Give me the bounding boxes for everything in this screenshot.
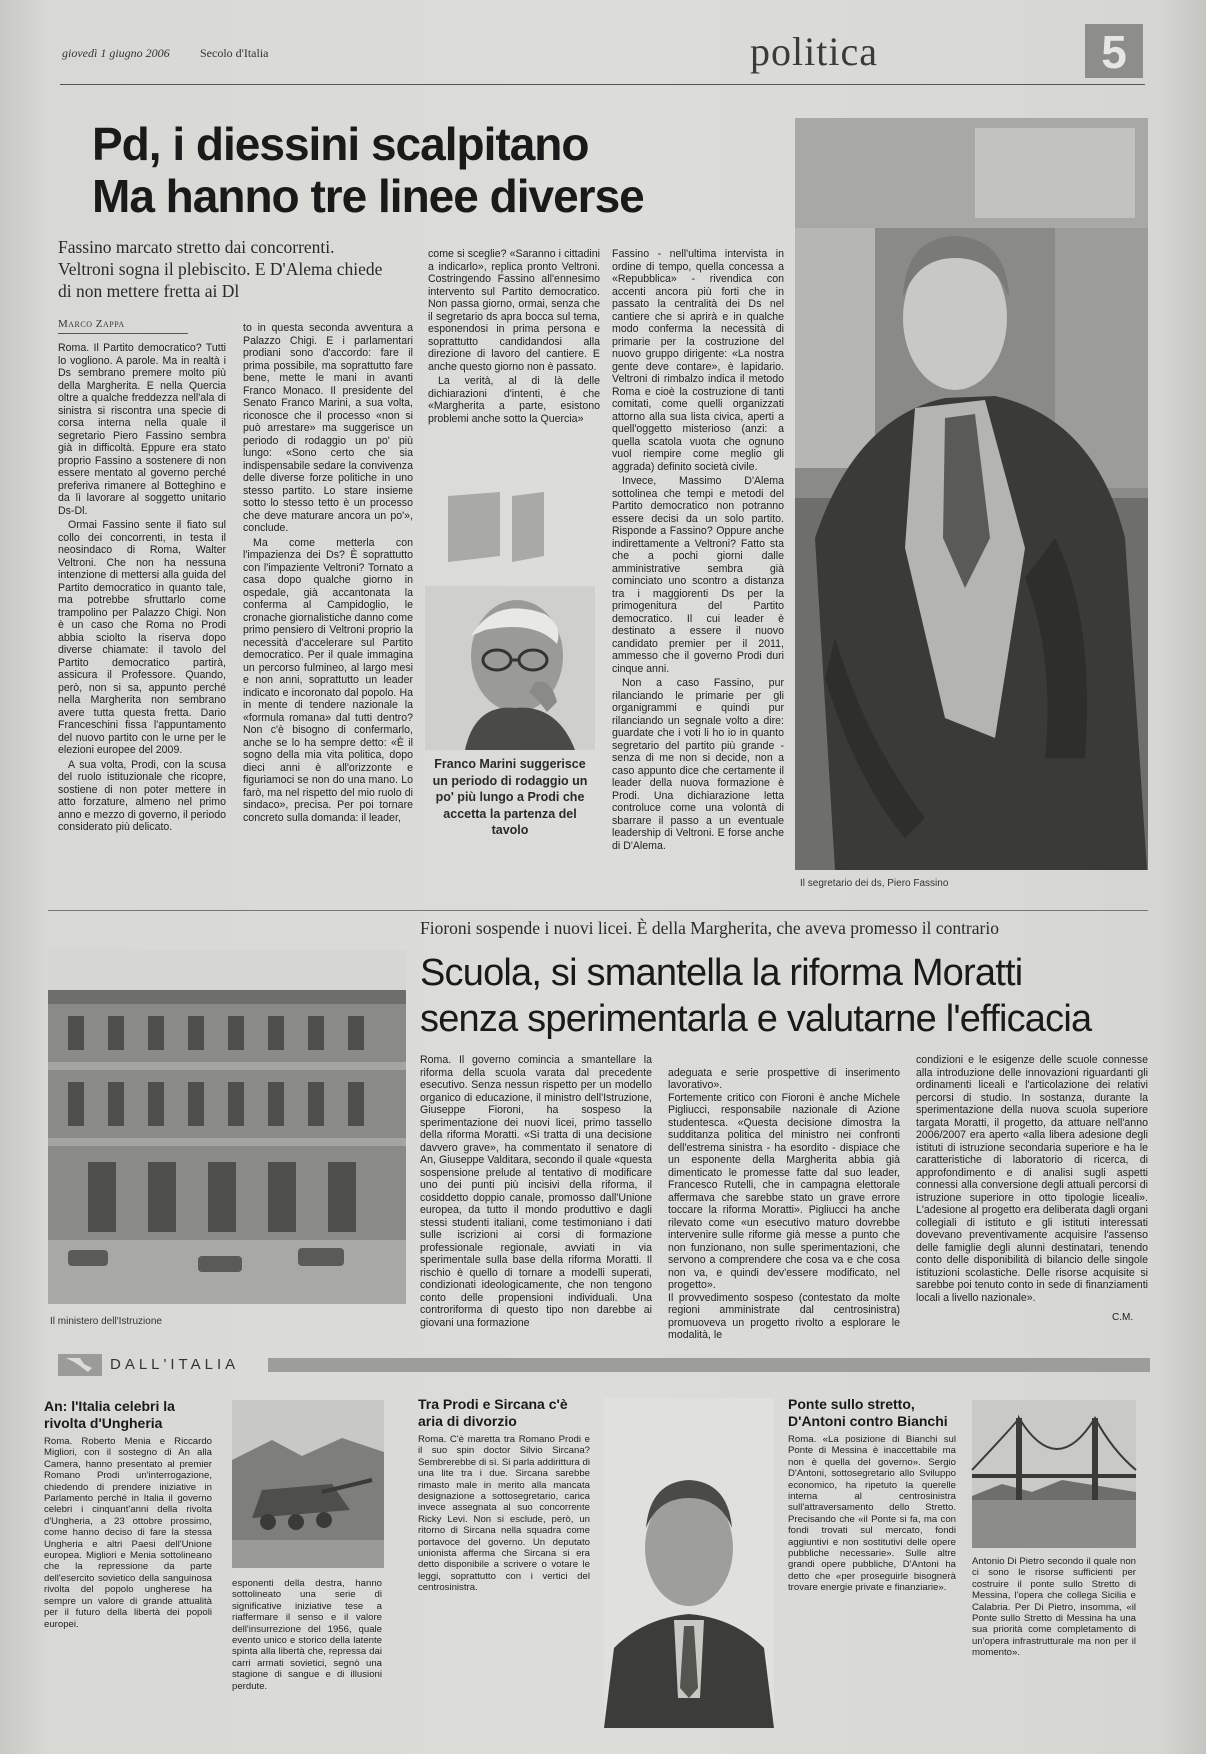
paragraph: condizioni e le esigenze delle scuole connesse alla introduzione delle innovazioni riguardanti gli ordinamenti liceali e l'articolazione dei relativi percorsi di studio. In sostanza, durante la sperimentazione della nuova scuola superiore targata Moratti, il progetto, da attuare nell'anno 2006/2007 era aperto «alla libera adesione degli istituti di istruzione secondaria superiore e ha le caratteristiche di laboratorio di ricerca, di approfondimento e di analisi sugli aspetti connessi alla conversione degli attuali percorsi di istruzione superiore in otto tipologie liceali». L'adesione al progetto era deliberata dagli organi collegiali di istituto e gli istituti interessati dovevano preventivamente acquisire l'assenso delle famiglie degli alunni destinatari, tenendo conto delle disponibilità di bilancio delle singole istituzioni scolastiche. Delle risorse acquisite si sarebbe poi tenuto conto in sede di finanziamenti locali a livello nazionale». bbox=[916, 1054, 1148, 1304]
section-bar-label: DALL'ITALIA bbox=[110, 1356, 240, 1373]
fassino-caption: Il segretario dei ds, Piero Fassino bbox=[800, 878, 949, 889]
paragraph: to in questa seconda avventura a Palazzo Chigi. E i parlamentari prodiani sono d'accordo: fare il prima possibile, ma soprattutto fare bene, mette le mani in avanti Franco Monaco. Il presidente del Senato Franco Marini, a sua volta, riconosce che il processo «non si può arrestare» ma suggerisce un periodo di rodaggio un po' più lungo: «Sono certo che sia indispensabile sedare la convivenza delle diverse forze politiche in uno stesso partito. Lo stare insieme sotto lo stesso tetto è un processo che deve maturare ancora un po'», conclude. bbox=[243, 322, 413, 534]
headline-line-2: Ma hanno tre linee diverse bbox=[92, 170, 644, 222]
brief-1-text-continued bbox=[232, 1578, 382, 1728]
paragraph: Invece, Massimo D'Alema sottolinea che tempi e metodi del Partito democratico non potranno essere decisi da un solo partito. Risponde a Fassino? Oppure anche indirettamente a Veltroni? Fatto sta che a pochi giorni dalle amministrative sembra già cominciato uno scontro a distanza tra i maggiorenti Ds per la primogenitura del Partito democratico. Il cui leader è destinato a essere il nuovo candidato premier per il 2011, ammesso che il governo Prodi duri cinque anni. bbox=[612, 475, 784, 675]
article-2-column-2 bbox=[668, 1054, 900, 1341]
hungary-photo bbox=[232, 1400, 384, 1568]
marini-photo bbox=[425, 586, 595, 750]
headline-line-2: senza sperimentarla e valutarne l'efficacia bbox=[420, 998, 1092, 1040]
headline-line-1: Scuola, si smantella la riforma Moratti bbox=[420, 952, 1023, 994]
article-1-column-4 bbox=[612, 248, 784, 890]
brief-2-headline: Tra Prodi e Sircana c'è aria di divorzio bbox=[418, 1396, 568, 1429]
byline-rule bbox=[58, 333, 188, 334]
paragraph: esponenti della destra, hanno sottolineato una serie di significative iniziative tese a riaffermare il senso e il valore dell'insurrezione del 1956, quale evento unico e storico della latente spinta alla libertà che, repressa dai carri armati sovietici, segnò una stagione di sangue e di illusioni perdute. bbox=[232, 1578, 382, 1692]
article-1-subhead: Fassino marcato stretto dai concorrenti. Veltroni sogna il plebiscito. E D'Alema chiede di non mettere fretta ai Dl bbox=[58, 237, 383, 301]
section-bar bbox=[58, 1354, 1150, 1376]
brief-3-text bbox=[788, 1434, 956, 1730]
paragraph: Ma come metterla con l'impazienza dei Ds? È soprattutto con l'impaziente Veltroni? Tornato a casa dopo qualche giorno in ospedale, già accantonata la conferma al Campidoglio, le cronache giornalistiche danno come primo pensiero di Veltroni proprio la necessità d'accelerare sul Partito democratico. Per il quale immagina un percorso fulmineo, al largo mesi e non anni, soprattutto un leader indicato e incoronato dal popolo. Ha in mente di tendere nazionale la «formula romana» dal tutti dentro? Non c'è bisogno di confermarlo, anche se lo ha sempre detto: «È il sogno della mia vita politica, dopo dieci anni è all'orizzonte e figuriamoci se non do una mano. Lo farò, ma nel rispetto del mio ruolo di sindaco», precisa. Per poi tornare concreto sulla domanda: il leader, bbox=[243, 536, 413, 824]
issue-date: giovedì 1 giugno 2006 bbox=[62, 46, 170, 60]
paragraph: Antonio Di Pietro secondo il quale non ci sono le risorse sufficienti per costruire il ponte sullo Stretto di Messina, l'opera che collega Sicilia e Calabria. Per Di Pietro, insomma, «il Ponte sullo Stretto di Messina ha una sua priorità come completamento di un'opera infrastrutturale ma non per il momento». bbox=[972, 1556, 1136, 1659]
header-rule bbox=[60, 84, 1145, 85]
paragraph: A sua volta, Prodi, con la scusa del ruolo istituzionale che ricopre, sostiene di non poter mettere in atto forzature, almeno nel primo anno e mezzo di governo, il periodo considerato più delicato. bbox=[58, 758, 226, 833]
italy-map-icon bbox=[58, 1354, 102, 1376]
brief-1-headline: An: l'Italia celebri la rivolta d'Ungheria bbox=[44, 1398, 175, 1431]
paragraph: La verità, al di là delle dichiarazioni d'intenti, è che «Margherita a parte, esistono problemi anche sotto la Quercia» bbox=[428, 375, 600, 425]
fassino-photo bbox=[795, 118, 1148, 870]
article-2-rule bbox=[48, 910, 1148, 911]
brief-1-text bbox=[44, 1436, 212, 1728]
article-1-headline bbox=[92, 118, 812, 222]
article-2-headline bbox=[420, 950, 1160, 1042]
paragraph: come si sceglie? «Saranno i cittadini a indicarlo», replica pronto Veltroni. Costringendo Fassino all'ennesimo intervento sul Partito democratico. Non passa giorno, ormai, senza che il segretario ds apra bocca sul tema, esponendosi in prima persona e soprattutto candidandosi alla direzione di lavoro del cantiere. E anche questo giorno non è passato. bbox=[428, 248, 600, 373]
headline-line-1: Pd, i diessini scalpitano bbox=[92, 118, 589, 170]
paragraph: Roma. Il Partito democratico? Tutti lo vogliono. A parole. Ma in realtà i Ds sembrano premere molto più della Margherita. E nella Quercia oltre a qualche freddezza nell'ala di sinistra si riscontra una specie di corsa interna nella quale il segretario Piero Fassino sembra già in difficoltà. Eppure era stato proprio Fassino a sostenere di non essere mentato al governo perché preferiva rimanere al Botteghino e da lì lavorare al soggetto unitario Ds-Dl. bbox=[58, 342, 226, 517]
page-header bbox=[40, 26, 1160, 86]
article-2-kicker: Fioroni sospende i nuovi licei. È della Margherita, che aveva promesso il contrario bbox=[420, 918, 999, 938]
brief-3-text-continued bbox=[972, 1556, 1136, 1730]
page-number-box bbox=[1085, 24, 1143, 78]
brief-2-text bbox=[418, 1434, 590, 1730]
page-number: 5 bbox=[1101, 26, 1127, 78]
section-bar-band bbox=[268, 1358, 1150, 1372]
pullquote: Franco Marini suggerisce un periodo di rodaggio un po' più lungo a Prodi che accetta la partenza del tavolo bbox=[432, 757, 588, 837]
quote-marks-icon bbox=[446, 490, 546, 572]
section-name: politica bbox=[750, 29, 878, 74]
paragraph: Roma. C'è maretta tra Romano Prodi e il suo spin doctor Silvio Sircana? Sembrerebbe di sì. Si parla addirittura di una lite tra i due. Sircana sarebbe rimasto male in merito alla mancata designazione a sottosegretario, carica invece assegnata al suo concorrente Ricky Levi. Non si esclude, però, un ritorno di Sircana nella squadra come portavoce del governo. Un deputato unionista afferma che Sircana si era detto disponibile a scrivere o votare le leggi, soprattutto con i vertici del centrosinistra. bbox=[418, 1434, 590, 1594]
sircana-photo bbox=[604, 1398, 774, 1728]
article-2-signature: C.M. bbox=[1112, 1312, 1134, 1323]
paragraph: Fassino - nell'ultima intervista in ordine di tempo, quella concessa a «Repubblica» - rivendica con accenti ancora più forti che in passato la centralità dei Ds nel cantiere che si aprirà e in qualche modo conferma la necessità di primarie per la costruzione del nuovo gruppo dirigente: «La nostra gente deve contare», è lapidario. Veltroni di rimbalzo indica il metodo Roma e cioè la costruzione di tanti comitati, come quelli organizzati attorno alla sua lista civica, aperti a quell'oggetto misterioso (anzi: a quella scatola vuota che ognuno vuol riempire come meglio gli aggrada) definito società civile. bbox=[612, 248, 784, 473]
article-2-column-3 bbox=[916, 1054, 1148, 1312]
article-1-column-2 bbox=[243, 322, 413, 890]
ministry-photo bbox=[48, 950, 406, 1304]
paragraph: Non a caso Fassino, pur rilanciando le primarie per gli organigrammi e quindi pur rilanciando un segnale volto a dire: guardate che i voti li ho io in quanto segretario del partito più grande - senza di me non si decide, non a caso appunto dice che certamente il leader della nuova formazione è Prodi. Una dichiarazione letta controluce come una volontà di sbarrare il passo a un eventuale leadership di Veltroni. E forse anche di D'Alema. bbox=[612, 677, 784, 852]
ministry-caption: Il ministero dell'Istruzione bbox=[50, 1316, 162, 1327]
article-1-column-1 bbox=[58, 342, 226, 890]
paragraph: adeguata e serie prospettive di inserimento lavorativo». Fortemente critico con Fioroni è anche Michele Pigliucci, responsabile nazionale di Azione studentesca. «Questa decisione dimostra la sudditanza politica del ministro nei confronti dell'estrema sinistra - ha esordito - dispiace che un esponente della Margherita abbia già dimenticato le promesse fatte dal suo leader, Francesco Rutelli, che in campagna elettorale affermava che sarebbe stato un grave errore toccare la riforma Moratti». Pigliucci ha anche rilevato come «un esecutivo maturo dovrebbe intervenire sulle riforme già messe a punto che non funzionano, non sulle sperimentazioni, che servono a comprendere che cosa va e che cosa non va, e quindi dev'essere modificato, nel progetto». Il provvedimento sospeso (contestato da molte regioni amministrate dal centrosinistra) promuoveva un progetto rivolto a esplorare le modalità, le bbox=[668, 1066, 900, 1341]
bridge-photo bbox=[972, 1400, 1136, 1548]
article-2-column-1 bbox=[420, 1054, 652, 1329]
paragraph: Roma. «La posizione di Bianchi sul Ponte di Messina è inaccettabile ma non è quella del governo». Sergio D'Antoni, sottosegretario allo Sviluppo economico, ha ripetuto la querelle interna al centrosinistra sull'attraversamento dello Stretto. Precisando che «il Ponte si fa, ma con fondi trovati sul mercato, fondi aggiuntivi e non sostitutivi delle opere pubbliche necessarie». Sulle altre grandi opere pubbliche, D'Antoni ha detto che «per proseguirle bisognerà trovare energie private e finanziarie». bbox=[788, 1434, 956, 1594]
paper-name: Secolo d'Italia bbox=[200, 46, 269, 60]
paragraph: Roma. Il governo comincia a smantellare la riforma della scuola varata dal precedente esecutivo. Senza nessun rispetto per un modello organico di educazione, il ministro dell'Istruzione, Giuseppe Fioroni, ha sospeso la sperimentazione dei nuovi licei, primo tassello della riforma Moratti. «Si tratta di una decisione davvero grave», ha commentato il senatore di An, Giuseppe Valditara, secondo il quale «questa sospensione prelude al tentativo di modificare uno dei punti più incisivi della riforma, il cosiddetto doppio canale, promosso dall'Unione europea, da tutto il mondo produttivo e dagli stessi studenti italiani, come testimoniano i dati sulle iscrizioni ai corsi di formazione professionale regionale, avviati in via sperimentale sulla base della riforma Moratti. Il rischio è quello di tornare a modelli superati, condizionati ideologicamente, che non tengono conto delle propensioni individuali. Una controriforma di questo tipo non darebbe ai giovani una formazione bbox=[420, 1054, 652, 1329]
paragraph: Ormai Fassino sente il fiato sul collo dei concorrenti, in testa il neosindaco di Roma, Walter Veltroni. Che non ha nessuna intenzione di mettersi alla guida del Partito democratico in quanto tale, ma potrebbe sfruttarlo come trampolino per Palazzo Chigi. Non è un caso che Roma no Prodi abbia sciolto la riserva dopo diverse chiamate: il tavolo del Partito democratico partirà, assicura il Professore. Quando, però, non si sa, appunto perché nella Margherita non sembrano avere tutta questa fretta. Dario Franceschini fissa l'appuntamento del nuovo partito con le urne per le elezioni europee del 2009. bbox=[58, 519, 226, 756]
paragraph: Roma. Roberto Menia e Riccardo Migliori, con il sostegno di An alla Camera, hanno presentato al premier Romano Prodi un'interrogazione, chiedendo di prendere iniziative in Parlamento perché in Italia il governo celebri i cinquant'anni della rivolta d'Ungheria, a 23 ottobre prossimo, come hanno deciso di fare la stessa Ungheria e altri Paesi dell'Unione europea. Migliori e Menia sottolineano che la repressione da parte dell'esercito sovietico della sanguinosa rivolta del popolo ungherese ha sempre un valore di grande attualità per il futuro della libertà dei popoli europei. bbox=[44, 1436, 212, 1630]
article-1-column-3 bbox=[428, 248, 600, 492]
byline: Marco Zappa bbox=[58, 318, 125, 330]
brief-3-headline: Ponte sullo stretto, D'Antoni contro Bianchi bbox=[788, 1396, 948, 1429]
